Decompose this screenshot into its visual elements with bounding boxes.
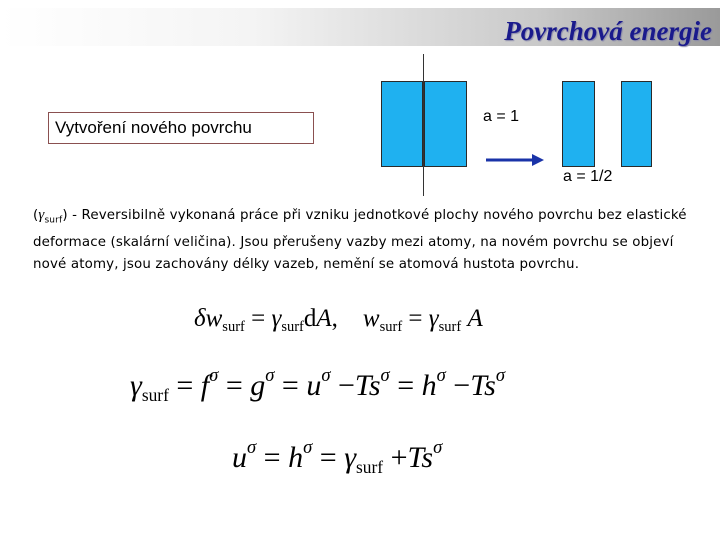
block-separated-left (562, 81, 595, 167)
spacing-label-before: a = 1 (483, 108, 520, 125)
equation-internal-energy: $u^\sigma = h^\sigma = \gamma_{surf} +Ts^\sigma$ (232, 437, 443, 478)
equation-surface-energy: $\gamma_{surf} = f^\sigma = g^\sigma = u^\sigma -Ts^\sigma = h^\sigma -Ts^\sigma$ (130, 365, 505, 406)
slide-title: Povrchová energie (504, 16, 712, 46)
gamma-symbol: γ (38, 207, 45, 223)
block-left-half (381, 81, 423, 167)
surface-creation-label: Vytvoření nového povrchu (48, 112, 314, 144)
definition-paragraph: $(\gamma_{surf})$ - Reversibilně vykonaná práce při vzniku jednotkové plochy nového povrchu bez elastické deformace (skalární veličina). Jsou přerušeny vazby mezi atomy, na novém povrchu se objeví nové atomy, jsou zachovány délky vazeb, nemění se atomová hustota povrchu. (33, 207, 687, 272)
block-right-half (424, 81, 467, 167)
equation-work: $\delta w_{surf} = \gamma_{surf}dA$, $w_{surf} = \gamma_{surf}$ A (194, 305, 483, 336)
definition-text: ) - Reversibilně vykonaná práce při vzniku jednotkové plochy nového povrchu bez elastické deformace (skalární veličina). Jsou přerušeny vazby mezi atomy, na novém povrchu se objeví nové atomy, jsou zachovány délky vazeb, nemění se atomová hustota povrchu. (33, 208, 687, 272)
title-bar (0, 8, 720, 46)
cut-line (423, 54, 424, 196)
gamma-subscript: surf (44, 215, 63, 226)
block-separated-right (621, 81, 652, 167)
arrow-icon (486, 152, 546, 168)
spacing-label-after: a = 1/2 (563, 168, 613, 185)
